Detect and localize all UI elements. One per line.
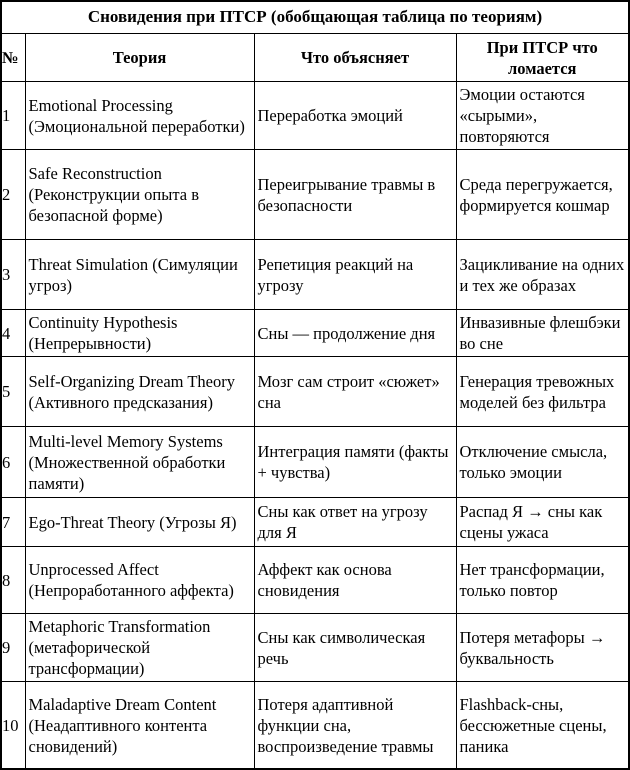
row-number: 10 xyxy=(2,715,19,735)
breaks-cell: Инвазивные флешбэки во сне xyxy=(459,313,621,353)
explains-cell: Интеграция памяти (факты + чувства) xyxy=(257,442,449,482)
table-row xyxy=(2,150,628,240)
theory-cell: Multi-level Memory Systems (Множественной обработки памяти) xyxy=(28,431,226,493)
row-number: 3 xyxy=(2,265,11,284)
row-number: 8 xyxy=(2,570,11,590)
header-breaks: При ПТСР что ломается xyxy=(486,37,598,78)
breaks-cell: Генерация тревожных моделей без фильтра xyxy=(459,371,615,412)
breaks-cell: Потеря метафоры → буквальность xyxy=(459,627,606,668)
breaks-cell: Эмоции остаются «сырыми», повторяются xyxy=(459,85,585,146)
row-number: 1 xyxy=(2,106,11,125)
theory-cell: Emotional Processing (Эмоциональной переработки) xyxy=(28,95,245,136)
breaks-cell: Распад Я → сны как сцены ужаса xyxy=(459,502,603,542)
breaks-cell: Среда перегружается, формируется кошмар xyxy=(459,174,613,215)
table-row xyxy=(2,310,628,357)
row-number: 5 xyxy=(2,382,11,401)
header-theory: Теория xyxy=(112,48,167,67)
table-row xyxy=(2,498,628,547)
header-row xyxy=(2,34,628,82)
table-row xyxy=(2,682,628,769)
table-row xyxy=(2,547,628,614)
table-row xyxy=(2,614,628,682)
theory-cell: Unprocessed Affect (Непроработанного аффекта) xyxy=(28,560,234,600)
explains-cell: Мозг сам строит «сюжет» сна xyxy=(257,371,440,412)
table-row xyxy=(2,82,628,150)
table-row xyxy=(2,427,628,498)
explains-cell: Репетиция реакций на угрозу xyxy=(257,254,414,295)
breaks-cell: Отключение смысла, только эмоции xyxy=(459,442,608,482)
header-number: № xyxy=(2,48,19,67)
row-number: 6 xyxy=(2,452,11,472)
row-number: 9 xyxy=(2,638,11,657)
explains-cell: Потеря адаптивной функции сна, воспроизведение травмы xyxy=(257,694,434,756)
theory-cell: Maladaptive Dream Content (Неадаптивного контента сновидений) xyxy=(28,694,217,756)
theory-cell: Self-Organizing Dream Theory (Активного предсказания) xyxy=(28,371,235,412)
explains-cell: Переигрывание травмы в безопасности xyxy=(257,174,436,215)
table xyxy=(2,34,628,768)
breaks-cell: Нет трансформации, только повтор xyxy=(459,560,605,600)
table-row xyxy=(2,240,628,310)
table-title: Сновидения при ПТСР (обобщающая таблица по теориям) xyxy=(2,2,628,34)
row-number: 4 xyxy=(2,323,11,343)
theory-cell: Continuity Hypothesis (Непрерывности) xyxy=(28,313,178,353)
table-row xyxy=(2,357,628,427)
breaks-cell: Flashback-сны, бессюжетные сцены, паника xyxy=(459,694,607,756)
theory-cell: Ego-Threat Theory (Угрозы Я) xyxy=(28,512,237,532)
explains-cell: Сны как ответ на угрозу для Я xyxy=(257,502,428,542)
row-number: 7 xyxy=(2,512,11,532)
theory-cell: Metaphoric Transformation (метафорической трансформации) xyxy=(28,617,211,678)
header-explains: Что объясняет xyxy=(300,48,410,67)
explains-cell: Сны как символическая речь xyxy=(257,627,426,668)
row-number: 2 xyxy=(2,185,11,204)
explains-cell: Аффект как основа сновидения xyxy=(257,560,392,600)
breaks-cell: Зацикливание на одних и тех же образах xyxy=(459,254,625,295)
explains-cell: Сны — продолжение дня xyxy=(257,323,436,343)
explains-cell: Переработка эмоций xyxy=(257,106,403,125)
theory-cell: Safe Reconstruction (Реконструкции опыта в безопасной форме) xyxy=(28,164,200,225)
theory-cell: Threat Simulation (Симуляции угроз) xyxy=(28,254,238,295)
